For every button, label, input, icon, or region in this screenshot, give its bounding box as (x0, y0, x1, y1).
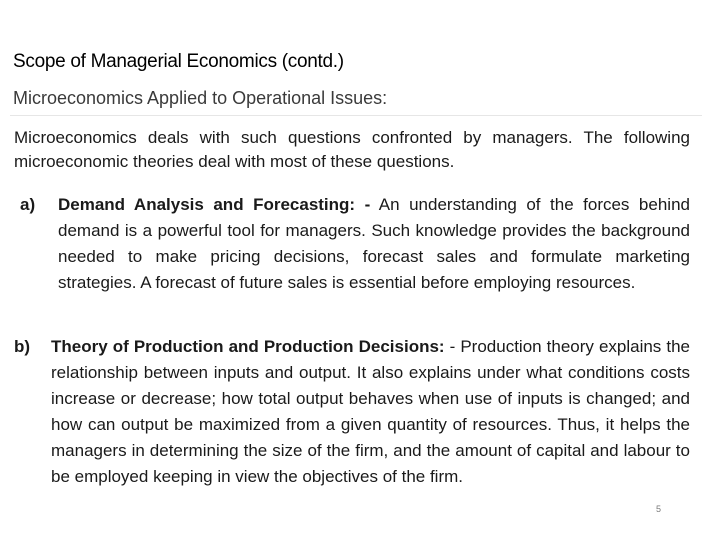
list-marker: a) (20, 195, 36, 214)
list-item-body: - Production theory explains the relationship between inputs and output. It also explains under what conditions costs increase or decrease; how total output behaves when use of inputs is changed; and how can output be maximized from a given quantity of resources. Thus, it helps the managers in determining the size of the firm, and the amount of capital and labour to be employed keeping in view the objectives of the firm. (51, 337, 690, 486)
list-item-production-theory (14, 334, 690, 490)
list-item-demand-analysis (14, 192, 690, 296)
slide-subtitle: Microeconomics Applied to Operational Issues: (13, 88, 388, 108)
list-marker: b) (14, 337, 31, 356)
intro-paragraph: Microeconomics deals with such questions confronted by managers. The following microeconomic theories deal with most of these questions. (14, 128, 690, 171)
page-number: 5 (656, 504, 662, 514)
list-item-heading: Demand Analysis and Forecasting: - (58, 195, 371, 214)
list-item-content (58, 192, 690, 296)
list-item-content (51, 334, 690, 490)
list-item-heading: Theory of Production and Production Decisions: (51, 337, 445, 356)
divider (10, 115, 702, 116)
slide-title: Scope of Managerial Economics (contd.) (13, 51, 344, 72)
list-item-body: An understanding of the forces behind demand is a powerful tool for managers. Such knowledge provides the background needed to make pricing decisions, forecast sales and formulate marketing strategies. A forecast of future sales is essential before employing resources. (58, 195, 690, 292)
